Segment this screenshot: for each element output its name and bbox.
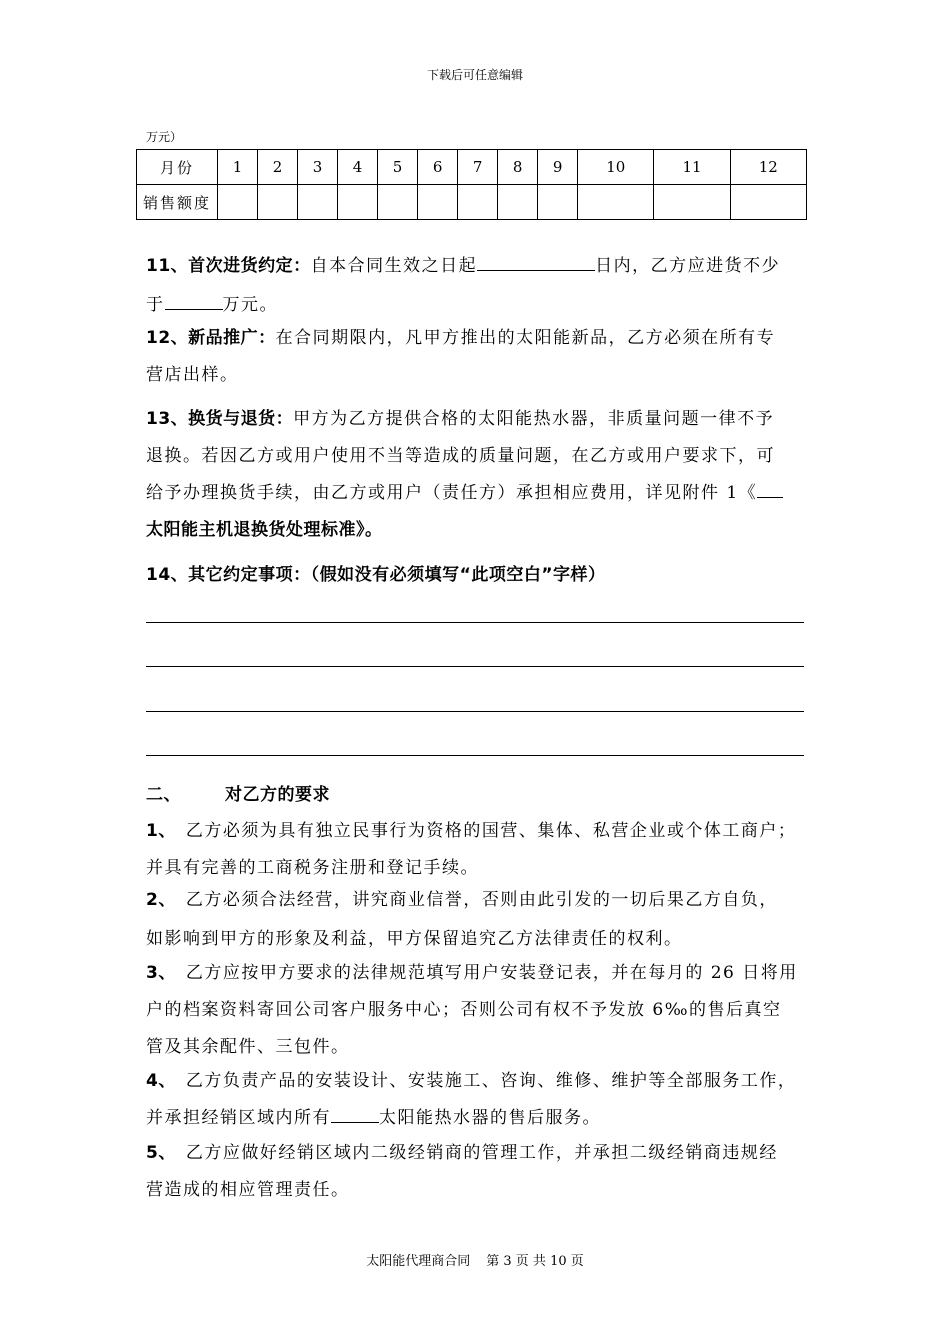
fill-in-line [146, 666, 804, 667]
sales-cell [458, 185, 498, 220]
page-header: 下载后可任意编辑 [426, 68, 523, 82]
clause-13-line-1: 13、换货与退货：甲方为乙方提供合格的太阳能热水器，非质量问题一律不予 [146, 409, 775, 429]
row-label-month: 月份 [137, 150, 218, 185]
requirement-3-line-2: 户的档案资料寄回公司客户服务中心；否则公司有权不予发放 6‰的售后真空 [146, 1000, 782, 1020]
clause-14-label: 14、其它约定事项：（假如没有必须填写“此项空白”字样） [146, 565, 606, 585]
clause-12-label: 12、新品推广： [146, 328, 276, 348]
requirement-4-line-2: 并承担经销区域内所有 太阳能热水器的售后服务。 [146, 1108, 601, 1128]
sales-cell [730, 185, 806, 220]
requirement-4-line-1: 4、 乙方负责产品的安装设计、安装施工、咨询、维修、维护等全部服务工作， [146, 1071, 797, 1091]
clause-11-line-1: 11、首次进货约定：自本合同生效之日起 日内，乙方应进货不少 [146, 256, 781, 276]
sales-cell [418, 185, 458, 220]
fill-in-line [146, 622, 804, 623]
month-cell: 2 [258, 150, 298, 185]
requirement-1-line-1: 1、 乙方必须为具有独立民事行为资格的国营、集体、私营企业或个体工商户； [146, 821, 797, 841]
clause-11-line-2: 于 万元。 [146, 295, 278, 315]
sales-cell [578, 185, 654, 220]
requirement-3-line-1: 3、 乙方应按甲方要求的法律规范填写用户安装登记表，并在每月的 26 日将用 [146, 963, 798, 983]
month-cell: 3 [298, 150, 338, 185]
month-cell: 1 [218, 150, 258, 185]
clause-12-line-2: 营店出样。 [146, 365, 239, 385]
month-cell: 4 [338, 150, 378, 185]
footer-title: 太阳能代理商合同 [366, 1254, 471, 1269]
blank-days [477, 254, 595, 271]
sales-cell [218, 185, 258, 220]
clause-13-line-2: 退换。若因乙方或用户使用不当等造成的质量问题，在乙方或用户要求下，可 [146, 446, 775, 466]
blank-amount [165, 293, 223, 310]
month-cell: 5 [378, 150, 418, 185]
requirement-1-line-2: 并具有完善的工商税务注册和登记手续。 [146, 858, 479, 878]
sales-cell [498, 185, 538, 220]
month-cell: 12 [730, 150, 806, 185]
requirement-3-line-3: 管及其余配件、三包件。 [146, 1037, 350, 1057]
month-cell: 11 [654, 150, 730, 185]
clause-13-line-4: 太阳能主机退换货处理标准》。 [146, 520, 383, 540]
sales-cell [338, 185, 378, 220]
month-cell: 6 [418, 150, 458, 185]
row-label-sales: 销售额度 [137, 185, 218, 220]
requirement-2-line-2: 如影响到甲方的形象及利益，甲方保留追究乙方法律责任的权利。 [146, 929, 683, 949]
month-cell: 9 [538, 150, 578, 185]
month-cell: 7 [458, 150, 498, 185]
sales-cell [538, 185, 578, 220]
footer-page-number: 第 3 页 共 10 页 [486, 1254, 584, 1269]
month-cell: 10 [578, 150, 654, 185]
fill-in-line [146, 755, 804, 756]
section-2-heading: 二、 对乙方的要求 [146, 785, 330, 805]
table-row-months [137, 150, 807, 185]
clause-12-line-1: 12、新品推广：在合同期限内，凡甲方推出的太阳能新品，乙方必须在所有专 [146, 328, 776, 348]
sales-cell [298, 185, 338, 220]
month-cell: 8 [498, 150, 538, 185]
blank-brand [757, 481, 783, 498]
clause-13-label: 13、换货与退货： [146, 409, 294, 429]
sales-cell [378, 185, 418, 220]
unit-note: 万元） [146, 130, 183, 144]
blank-brand [331, 1106, 379, 1123]
fill-in-line [146, 711, 804, 712]
monthly-sales-table [136, 149, 807, 220]
requirement-5-line-2: 营造成的相应管理责任。 [146, 1180, 350, 1200]
clause-13-line-3: 给予办理换货手续，由乙方或用户（责任方）承担相应费用，详见附件 1《 [146, 478, 783, 503]
sales-cell [654, 185, 730, 220]
sales-cell [258, 185, 298, 220]
requirement-5-line-1: 5、 乙方应做好经销区域内二级经销商的管理工作，并承担二级经销商违规经 [146, 1143, 778, 1163]
page-footer [0, 1250, 950, 1269]
table-row-sales [137, 185, 807, 220]
clause-11-label: 11、首次进货约定： [146, 256, 311, 276]
requirement-2-line-1: 2、 乙方必须合法经营，讲究商业信誉，否则由此引发的一切后果乙方自负， [146, 890, 778, 910]
